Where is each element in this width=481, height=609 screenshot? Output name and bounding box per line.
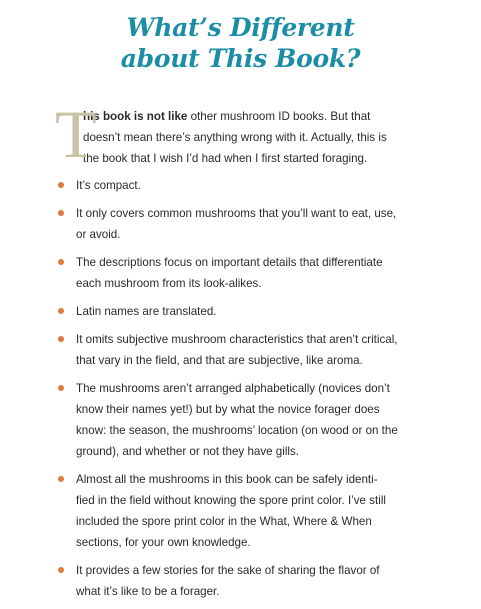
- intro-bold-lead: his book is not like: [83, 110, 188, 123]
- bullet-dot-icon: [58, 476, 64, 482]
- drop-cap: T: [55, 96, 97, 172]
- title-line-1: What’s Different: [126, 13, 355, 42]
- bullet-text-line: what it’s like to be a forager.: [76, 585, 220, 598]
- bullet-text-line: Latin names are translated.: [76, 305, 217, 318]
- bullet-text-line: ground), and whether or not they have gills.: [76, 445, 299, 458]
- intro-paragraph: [55, 96, 437, 172]
- bullet-text-line: that vary in the field, and that are subjective, like aroma.: [76, 354, 363, 367]
- bullet-dot-icon: [58, 259, 64, 265]
- bullet-item: [57, 252, 447, 294]
- intro-line-3: the book that I wish I’d had when I first started foraging.: [83, 152, 368, 165]
- bullet-text-line: It only covers common mushrooms that you’ll want to eat, use,: [76, 207, 397, 220]
- bullet-item: [57, 203, 447, 245]
- bullet-item: [57, 560, 447, 602]
- intro-line-2: doesn’t mean there’s anything wrong with it. Actually, this is: [83, 131, 387, 144]
- title-line-2: about This Book?: [120, 44, 361, 73]
- bullet-dot-icon: [58, 308, 64, 314]
- bullet-text-line: each mushroom from its look-alikes.: [76, 277, 262, 290]
- bullet-dot-icon: [58, 210, 64, 216]
- bullet-text-line: The mushrooms aren’t arranged alphabetically (novices don’t: [76, 382, 390, 395]
- bullet-text-line: The descriptions focus on important details that differentiate: [76, 256, 383, 269]
- bullet-text-line: sections, for your own knowledge.: [76, 536, 251, 549]
- bullet-dot-icon: [58, 336, 64, 342]
- bullet-dot-icon: [58, 567, 64, 573]
- bullet-text-line: It provides a few stories for the sake of sharing the flavor of: [76, 564, 380, 577]
- bullet-item: [57, 301, 447, 322]
- bullet-item: [57, 175, 447, 196]
- bullet-text-line: know: the season, the mushrooms’ location (on wood or on the: [76, 424, 398, 437]
- page-title: [0, 12, 481, 74]
- intro-line-1-rest: other mushroom ID books. But that: [187, 110, 371, 123]
- bullet-item: [57, 469, 447, 553]
- intro-line-1: [57, 106, 437, 127]
- bullet-item: [57, 378, 447, 462]
- bullet-dot-icon: [58, 182, 64, 188]
- bullet-text-line: It omits subjective mushroom characteristics that aren’t critical,: [76, 333, 398, 346]
- bullet-item: [57, 329, 447, 371]
- bullet-text-line: included the spore print color in the What, Where & When: [76, 515, 372, 528]
- bullet-text-line: or avoid.: [76, 228, 121, 241]
- bullet-dot-icon: [58, 385, 64, 391]
- bullet-text-line: know their names yet!) but by what the novice forager does: [76, 403, 380, 416]
- bullet-text-line: fied in the field without knowing the spore print color. I’ve still: [76, 494, 386, 507]
- bullet-text-line: Almost all the mushrooms in this book can be safely identi-: [76, 473, 378, 486]
- bullet-text-line: It’s compact.: [76, 179, 141, 192]
- feature-bullet-list: [57, 175, 447, 609]
